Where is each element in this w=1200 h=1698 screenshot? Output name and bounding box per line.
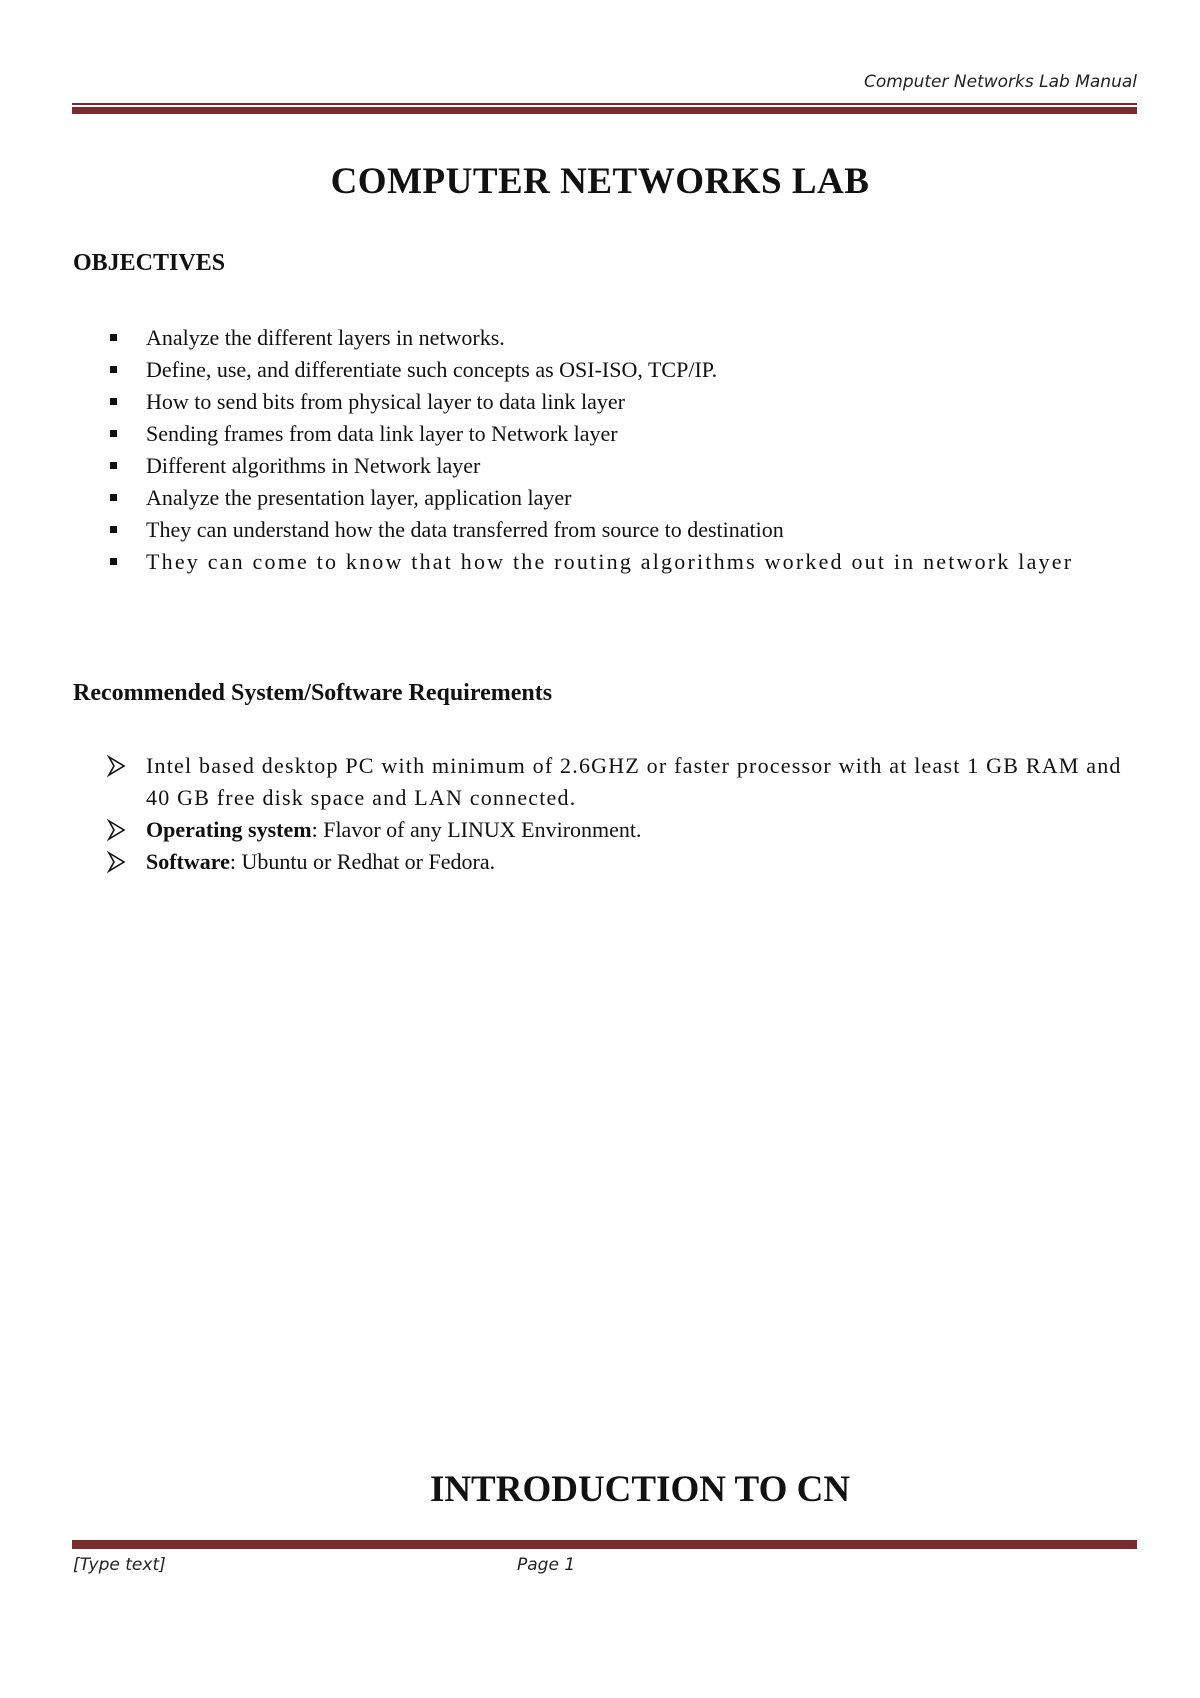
list-item: Define, use, and differentiate such concepts as OSI-ISO, TCP/IP.	[110, 354, 1130, 386]
footer-placeholder-text: [Type text]	[73, 1555, 166, 1575]
section-title: INTRODUCTION TO CN	[429, 1469, 851, 1510]
arrow-bullet-icon	[104, 846, 132, 878]
requirements-list	[110, 750, 1130, 878]
software-label: Software	[146, 849, 230, 874]
arrow-bullet-icon	[104, 750, 132, 782]
list-item: They can come to know that how the routing algorithms worked out in network layer	[110, 546, 1130, 578]
objectives-heading: OBJECTIVES	[73, 250, 226, 276]
square-bullet-icon	[110, 430, 117, 437]
requirements-heading: Recommended System/Software Requirements	[73, 680, 553, 706]
footer-rule	[72, 1540, 1137, 1549]
running-header: Computer Networks Lab Manual	[863, 72, 1137, 92]
arrow-bullet-icon	[104, 814, 132, 846]
square-bullet-icon	[110, 494, 117, 501]
square-bullet-icon	[110, 334, 117, 341]
header-rule-thin	[72, 103, 1137, 105]
list-item: Software: Ubuntu or Redhat or Fedora.	[110, 846, 1130, 878]
list-item: How to send bits from physical layer to data link layer	[110, 386, 1130, 418]
list-item: Intel based desktop PC with minimum of 2.6GHZ or faster processor with at least 1 GB RAM and 40 GB free disk space and LAN connected.	[110, 750, 1130, 814]
list-item: Analyze the presentation layer, application layer	[110, 482, 1130, 514]
square-bullet-icon	[110, 526, 117, 533]
list-item: Different algorithms in Network layer	[110, 450, 1130, 482]
document-title: COMPUTER NETWORKS LAB	[330, 161, 870, 202]
square-bullet-icon	[110, 398, 117, 405]
list-item: Operating system: Flavor of any LINUX Environment.	[110, 814, 1130, 846]
square-bullet-icon	[110, 366, 117, 373]
objectives-list	[110, 322, 1130, 578]
square-bullet-icon	[110, 558, 117, 565]
square-bullet-icon	[110, 462, 117, 469]
header-rule-thick	[72, 107, 1137, 114]
list-item: Analyze the different layers in networks.	[110, 322, 1130, 354]
page-number: Page 1	[517, 1555, 576, 1575]
list-item: They can understand how the data transferred from source to destination	[110, 514, 1130, 546]
list-item: Sending frames from data link layer to Network layer	[110, 418, 1130, 450]
os-label: Operating system	[146, 817, 312, 842]
